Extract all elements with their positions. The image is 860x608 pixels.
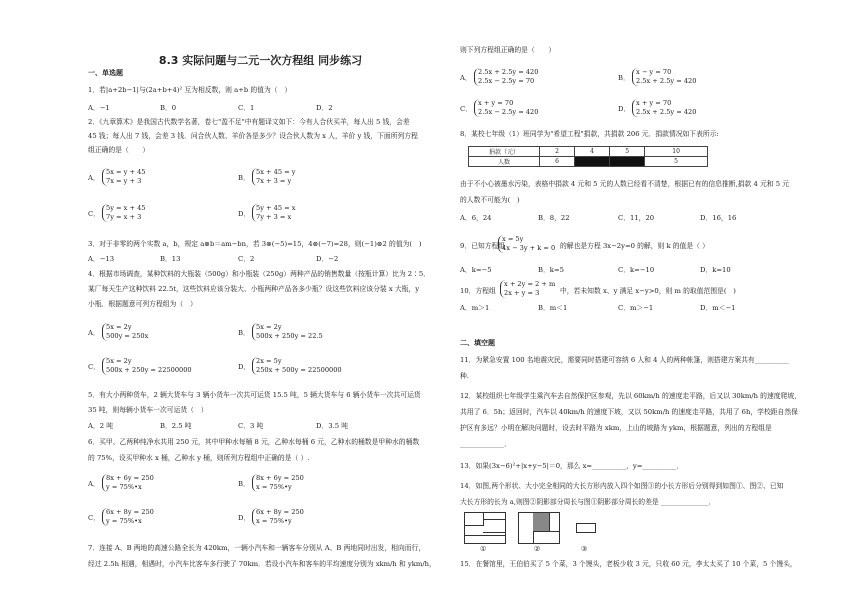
left-text-2: B．0	[160, 104, 177, 112]
right-text-14: C．m＞−1	[618, 304, 654, 312]
left-text-22: 6．买甲、乙两种纯净水共用 250 元，其中甲种水每桶 8 元，乙种水每桶 6 元，乙种水的桶数是甲种水的桶数	[88, 438, 420, 446]
right-text-18: 12．某校组织七年级学生乘汽车去自然保护区参观，先以 60km/h 的速度走平路，后又以 30km/h 的速度爬坡，	[460, 392, 801, 400]
figure-3-label: ③	[581, 545, 588, 553]
right-text-1: 8．某校七年级（1）班同学为"希望工程"捐款，共捐款 206 元．捐款情况如下表所示:	[460, 130, 719, 138]
q4-option-b: 5x = 2y 500x + 250y = 22.5	[252, 323, 323, 341]
left-text-3: C．1	[238, 104, 255, 112]
q9-system: x = 5y 4x − 3y + k = 0	[498, 235, 555, 253]
figure-2	[518, 512, 560, 544]
q2-option-c: 5y = x + 45 7y = x + 3	[102, 204, 145, 222]
right-text-8: A．k=−5	[460, 266, 492, 274]
right-text-24: 大长方形的长为 a,则图②阴影部分周长与图①阴影部分周长的差是 ______________．	[460, 498, 716, 506]
q10-system: x + 2y = 2 + m 2x + y = 3	[500, 280, 555, 298]
figure-3	[576, 523, 596, 533]
left-text-4: D．2	[316, 104, 333, 112]
left-text-19: B．2.5 吨	[160, 422, 192, 430]
right-text-21: _____________．	[460, 440, 511, 448]
left-text-1: A．−1	[88, 104, 110, 112]
left-text-18: A．2 吨	[88, 422, 113, 430]
section-heading-choice: 一、单选题	[88, 69, 123, 77]
left-text-8: 3．对于非零的两个实数 a，b，规定 a⊗b＝am−bn，若 3⊗(−5)=15，4⊗(−7)=28，则(−1)⊗2 的值为( )	[88, 240, 422, 248]
right-text-6: C．11，20	[618, 214, 655, 222]
q6-option-b: 8x + 6y = 250 x = 75%•y	[252, 474, 304, 492]
right-text-13: B．m＜1	[538, 304, 568, 312]
q8-donation-table: 捐款（元） 2 4 5 10 人数 6 5	[468, 146, 708, 167]
right-text-12: A．m＞1	[460, 304, 490, 312]
q2-option-b: 5x + 45 = y 7x + 3 = y	[252, 168, 295, 186]
right-text-11: D．k=10	[700, 266, 731, 274]
right-text-0: 则下列方程组正确的是（ ）	[460, 46, 556, 54]
right-text-23: 14．如图,两个形状、大小完全相同的大长方形内放入四个如图③的小长方形后分别得到如图①、图②、已知	[460, 482, 784, 490]
right-text-19: 共用了 6．5h；返回时，汽车以 40km/h 的速度下坡，又以 50km/h 的速度走平路，共用了 6h，学校距自然保	[460, 408, 798, 416]
left-text-21: D．3.5 吨	[316, 422, 349, 430]
left-text-0: 1．若|a+2b−1|与(2a+b+4)² 互为相反数，则 a+b 的值为（ ）	[88, 86, 292, 94]
q2-option-d: 5y + 45 = x 7y + 3 = x	[252, 204, 295, 222]
left-text-7: 组正确的是（ ）	[88, 146, 150, 154]
left-text-15: 小瓶．根据题意可列方程组为（ ）	[88, 300, 197, 308]
q4-option-a: 5x = 2y 500y = 250x	[102, 323, 148, 341]
ink-blot	[575, 157, 610, 167]
right-text-7: D．16，16	[700, 214, 737, 222]
q7-option-d: x + y = 70 2.5x + 2.5y = 420	[632, 99, 696, 117]
figure-1-label: ①	[480, 545, 487, 553]
right-text-15: D．m＜−1	[700, 304, 736, 312]
left-text-13: 4．根据市场调查，某种饮料的大瓶装（500g）和小瓶装（250g）两种产品的销售数量（按瓶计算）比为 2∶5．	[88, 270, 431, 278]
left-text-6: 45 钱；每人出 7 钱，会差 3 钱．问合伙人数、羊价各是多少？设合伙人数为 x 人，羊价 y 钱，下面所列方程	[88, 132, 418, 140]
left-text-16: 5．有大小两种货车，2 辆大货车与 3 辆小货车一次共可运货 15.5 吨，5 辆大货车与 6 辆小货车一次共可运货	[88, 391, 421, 399]
q2-option-a: 5x = y + 45 7x = y + 3	[102, 168, 145, 186]
left-text-20: C．3 吨	[238, 422, 264, 430]
right-text-10: C．k=−10	[618, 266, 655, 274]
right-text-20: 护区有多远？小明在解决问题时，设去时平路为 xkm，上山的坡路为 ykm，根据题意，列出的方程组是	[460, 424, 772, 432]
right-text-22: 13．如果(3x−6)²+|x+y−5|＝0，那么 x=__________，y=__________．	[460, 462, 684, 470]
right-text-16: 11．为紧急安置 100 名地震灾民，需要同时搭建可容纳 6 人和 4 人的两种帐篷，则搭建方案共有__________	[460, 356, 789, 364]
left-text-5: 2．《九章算术》是我国古代数学名著，卷七"盈不足"中有题译文如下：今有人合伙买羊，每人出 5 钱，会差	[88, 118, 410, 126]
q4-option-d: 2x = 5y 250x + 500y = 22500000	[252, 357, 342, 375]
left-text-9: A．−13	[88, 255, 115, 263]
right-text-3: 的人数不可能为( )	[460, 196, 520, 204]
figure-2-label: ②	[534, 545, 541, 553]
q7-option-c: x + y = 70 2.5x − 2.5y = 420	[474, 99, 538, 117]
right-text-2: 由于不小心被墨水污染，表格中捐款 4 元和 5 元的人数已经看不清楚，根据已有的信息推断,捐款 4 元和 5 元	[460, 180, 790, 188]
left-text-25: 经过 2.5h 相遇，相遇时，小汽车比客车多行驶了 70km．若设小汽车和客车的平均速度分别为 xkm/h 和 ykm/h，	[88, 560, 436, 568]
q6-option-d: 6x + 8y = 250 x = 75%•y	[252, 508, 304, 526]
right-text-25: 15．在餐馆里，王伯伯买了 5 个菜，3 个馒头，老板少收 3 元，只收 60 元，李太太买了 10 个菜，5 个馒头，	[460, 560, 797, 568]
q4-option-c: 5x = 2y 500x + 250y = 22500000	[102, 357, 192, 375]
q7-option-a: 2.5x + 2.5y = 420 2.5x − 2.5y = 70	[474, 68, 538, 86]
q7-option-b: x − y = 70 2.5x + 2.5y = 420	[632, 68, 696, 86]
left-text-24: 7．连接 A、B 两地的高速公路全长为 420km，一辆小汽车和一辆客车分别从 A、B 两地同时出发，相向而行，	[88, 544, 426, 552]
right-text-17: 种.	[460, 372, 469, 380]
q6-option-c: 6x + 8y = 250 y = 75%•x	[102, 508, 154, 526]
left-text-10: B．13	[160, 255, 181, 263]
right-text-9: B．k=5	[538, 266, 564, 274]
left-text-17: 35 吨，则每辆小货车一次可运货（ ）	[88, 406, 208, 414]
left-text-23: 的 75%，设买甲种水 x 桶，乙种水 y 桶，则所列方程组中正确的是（ ）.	[88, 454, 310, 462]
section-heading-fill: 二、填空题	[460, 339, 495, 347]
left-text-11: C．2	[238, 255, 255, 263]
q6-option-a: 8x + 6y = 250 y = 75%•x	[102, 474, 154, 492]
figure-1	[464, 512, 506, 544]
page-title: 8.3 实际问题与二元一次方程组 同步练习	[158, 54, 363, 67]
left-text-14: 某厂每天生产这种饮料 22.5t，这些饮料应该分装大、小瓶两种产品各多少瓶？设这些饮料应该分装 x 大瓶，y	[88, 285, 420, 293]
right-text-5: B．8，22	[538, 214, 570, 222]
right-text-4: A．6，24	[460, 214, 492, 222]
left-text-12: D．−2	[316, 255, 339, 263]
